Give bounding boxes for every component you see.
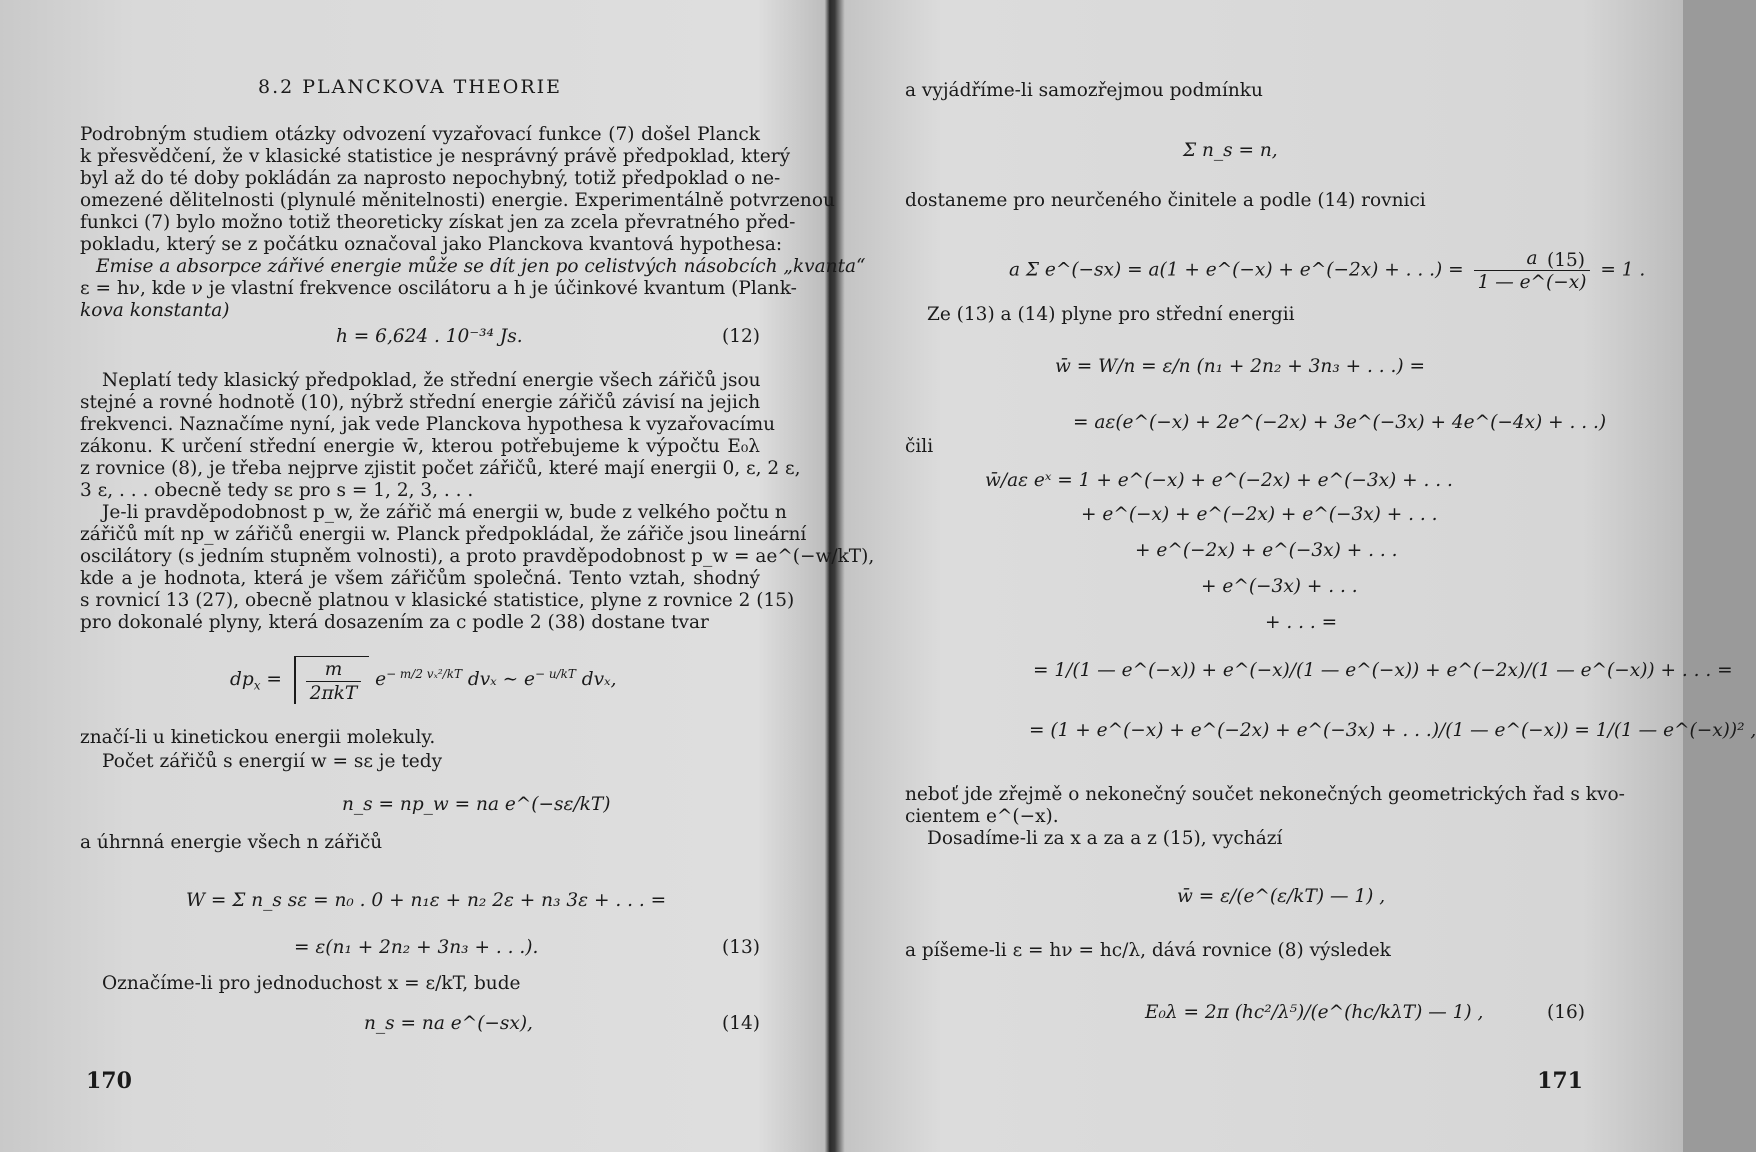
equation-dp: $dp_x$ = $\frac{m}{\text{2πkT}}$ $e^{- m/2 v_x^2/kT}$ dvₓ ∼ $e^{- u/kT}$ dvₓ, bbox=[230, 656, 617, 704]
text-line: zářičů mít np_w zářičů energii w. Planck předpokládal, že zářiče jsou lineární bbox=[80, 524, 807, 545]
left-page bbox=[80, 0, 875, 1152]
section-heading: 8.2 PLANCKOVA THEORIE bbox=[258, 76, 563, 98]
text-line: Dosadíme-li za x a za a z (15), vychází bbox=[927, 828, 1283, 849]
text-line: značí-li u kinetickou energii molekuly. bbox=[80, 727, 436, 748]
text-line: Ze (13) a (14) plyne pro střední energii bbox=[927, 304, 1295, 325]
equation-series-2: + e^(−x) + e^(−2x) + e^(−3x) + . . . bbox=[1081, 504, 1438, 525]
equation-w1: w̄ = W/n = ε/n (n₁ + 2n₂ + 3n₃ + . . .) = bbox=[1055, 356, 1426, 377]
text-line: frekvenci. Naznačíme nyní, jak vede Planckova hypothesa k vyzařovacímu bbox=[80, 414, 776, 435]
text-line: Neplatí tedy klasický předpoklad, že střední energie všech zářičů jsou bbox=[102, 370, 761, 391]
page-number: 170 bbox=[86, 1068, 132, 1094]
text-line: pokladu, který se z počátku označoval jako Planckova kvantová hypothesa: bbox=[80, 234, 783, 255]
equation-12: h = 6,624 . 10⁻³⁴ Js. bbox=[336, 326, 523, 347]
equation-series-5: + . . . = bbox=[1265, 612, 1338, 633]
equation-number: (12) bbox=[722, 326, 760, 347]
text-line: neboť jde zřejmě o nekonečný součet nekonečných geometrických řad s kvo- bbox=[905, 784, 1625, 805]
equation-13b: = ε(n₁ + 2n₂ + 3n₃ + . . .). bbox=[294, 937, 539, 958]
text-line: cientem e^(−x). bbox=[905, 806, 1059, 827]
text-line: kde a je hodnota, která je všem zářičům společná. Tento vztah, shodný bbox=[80, 568, 760, 589]
text-line: Počet zářičů s energií w = sε je tedy bbox=[102, 751, 443, 772]
text-line: zákonu. K určení střední energie w̄, kterou potřebujeme k výpočtu E₀λ bbox=[80, 436, 760, 457]
text-line: byl až do té doby pokládán za naprosto nepochybný, totiž předpoklad o ne- bbox=[80, 168, 781, 189]
text-line: čili bbox=[905, 436, 934, 457]
text-line: pro dokonalé plyny, která dosazením za c podle 2 (38) dostane tvar bbox=[80, 612, 709, 633]
right-page bbox=[905, 0, 1756, 1152]
text-line: s rovnicí 13 (27), obecně platnou v klasické statistice, plyne z rovnice 2 (15) bbox=[80, 590, 795, 611]
text-line: 3 ε, . . . obecně tedy sε pro s = 1, 2, 3, . . . bbox=[80, 480, 474, 501]
text-line: funkci (7) bylo možno totiž theoreticky získat jen za zcela převratného před- bbox=[80, 212, 796, 233]
text-line: a píšeme-li ε = hν = hc/λ, dává rovnice (8) výsledek bbox=[905, 940, 1391, 961]
equation-13a: W = Σ n_s sε = n₀ . 0 + n₁ε + n₂ 2ε + n₃ 3ε + . . . = bbox=[186, 890, 667, 911]
equation-w2: = aε(e^(−x) + 2e^(−2x) + 3e^(−3x) + 4e^(−4x) + . . .) bbox=[1073, 412, 1607, 433]
text-line: Označíme-li pro jednoduchost x = ε/kT, bude bbox=[102, 973, 521, 994]
text-line: stejné a rovné hodnotě (10), nýbrž střední energie zářičů závisí na jejich bbox=[80, 392, 761, 413]
text-line: Podrobným studiem otázky odvození vyzařovací funkce (7) došel Planck bbox=[80, 124, 760, 145]
text-line: oscilátory (s jedním stupněm volnosti), a proto pravděpodobnost p_w = ae^(−w/kT), bbox=[80, 546, 875, 567]
equation-series-1: w̄/aε eˣ = 1 + e^(−x) + e^(−2x) + e^(−3x) + . . . bbox=[985, 470, 1453, 491]
equation-series-7: = (1 + e^(−x) + e^(−2x) + e^(−3x) + . . .)/(1 — e^(−x)) = 1/(1 — e^(−x))² , bbox=[1029, 720, 1756, 741]
equation-16: E₀λ = 2π (hc²/λ⁵)/(e^(hc/kλT) — 1) , bbox=[1145, 1002, 1484, 1023]
text-line: omezené dělitelnosti (plynulé měnitelnosti) energie. Experimentálně potvrzenou bbox=[80, 190, 835, 211]
text-line: Je-li pravděpodobnost p_w, že zářič má energii w, bude z velkého počtu n bbox=[102, 502, 787, 523]
equation-15: a Σ e^(−sx) = a(1 + e^(−x) + e^(−2x) + . . .) = $\frac{a}{1 — e\^{}(-x)}$ = 1 . bbox=[1009, 248, 1646, 293]
equation-series-6: = 1/(1 — e^(−x)) + e^(−x)/(1 — e^(−x)) + e^(−2x)/(1 — e^(−x)) + . . . = bbox=[1033, 660, 1733, 681]
equation-14: n_s = na e^(−sx), bbox=[364, 1013, 533, 1034]
text-line: ε = hν, kde ν je vlastní frekvence oscilátoru a h je účinkové kvantum (Plank- bbox=[80, 278, 797, 299]
page-number: 171 bbox=[1537, 1068, 1583, 1094]
text-line: Emise a absorpce zářivé energie může se dít jen po celistvých násobcích „kvanta“ bbox=[96, 256, 866, 277]
equation-series-4: + e^(−3x) + . . . bbox=[1201, 576, 1358, 597]
equation-w-final: w̄ = ε/(e^(ε/kT) — 1) , bbox=[1177, 886, 1386, 907]
equation-number: (13) bbox=[722, 937, 760, 958]
text-line: kova konstanta) bbox=[80, 300, 230, 321]
equation-number: (15) bbox=[1547, 250, 1585, 271]
text-line: a vyjádříme-li samozřejmou podmínku bbox=[905, 80, 1263, 101]
text-line: a úhrnná energie všech n zářičů bbox=[80, 832, 383, 853]
text-line: z rovnice (8), je třeba nejprve zjistit počet zářičů, které mají energii 0, ε, 2 ε, bbox=[80, 458, 801, 479]
equation-number: (16) bbox=[1547, 1002, 1585, 1023]
equation-ns: n_s = np_w = na e^(−sε/kT) bbox=[342, 794, 611, 815]
text-line: dostaneme pro neurčeného činitele a podle (14) rovnici bbox=[905, 190, 1426, 211]
text-line: k přesvědčení, že v klasické statistice je nesprávný právě předpoklad, který bbox=[80, 146, 791, 167]
equation-series-3: + e^(−2x) + e^(−3x) + . . . bbox=[1135, 540, 1398, 561]
equation-sum: Σ n_s = n, bbox=[1183, 140, 1278, 161]
equation-number: (14) bbox=[722, 1013, 760, 1034]
